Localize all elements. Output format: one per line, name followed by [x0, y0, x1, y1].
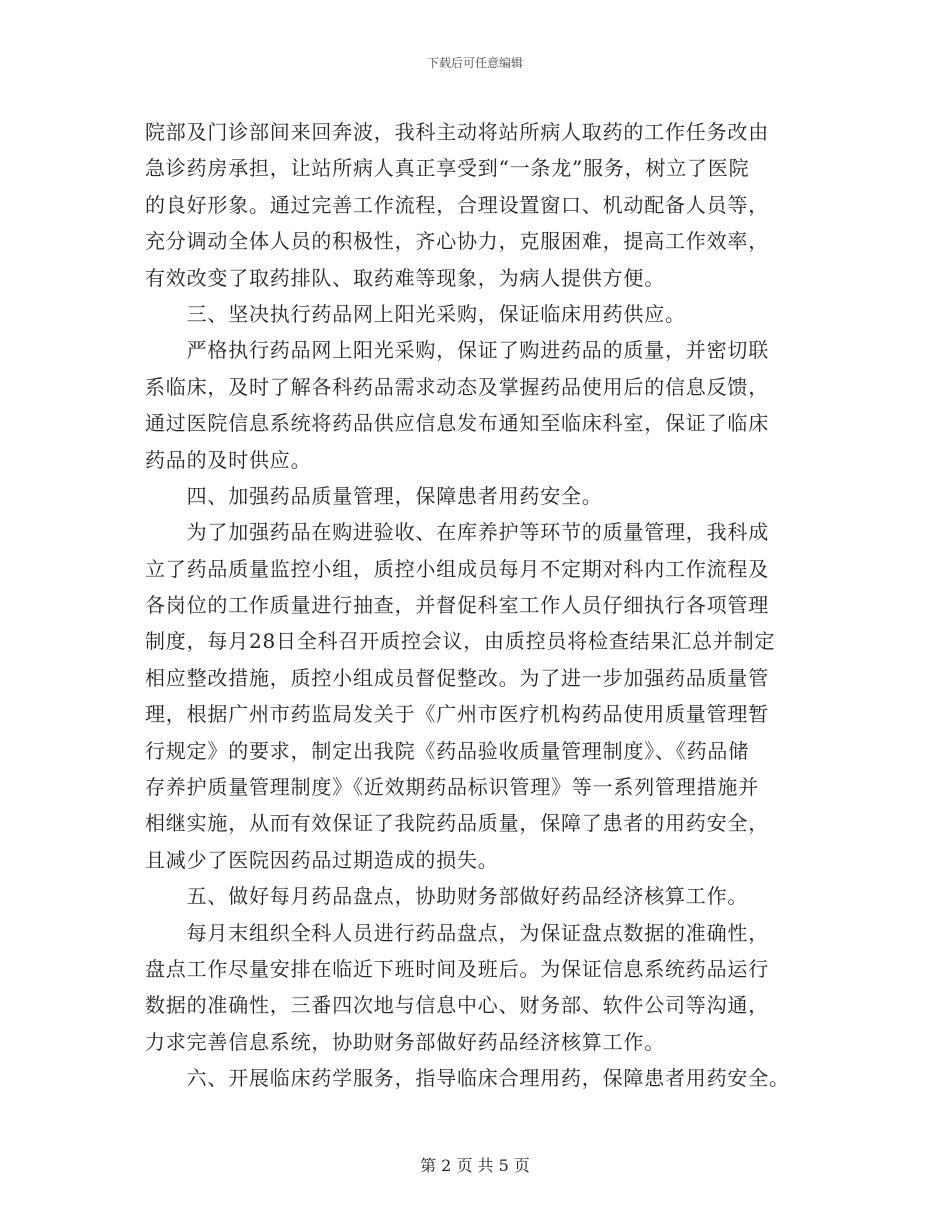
text-line: 通过医院信息系统将药品供应信息发布通知至临床科室，保证了临床 — [145, 411, 769, 436]
section-heading-4: 四、加强药品质量管理，保障患者用药安全。 — [145, 483, 603, 508]
page-header: 下载后可任意编辑 — [426, 56, 523, 70]
text-line: 存养护质量管理制度》《近效期药品标识管理》等一系列管理措施并 — [145, 775, 759, 800]
page-footer: 第 2 页 共 5 页 — [420, 1156, 530, 1175]
text-line: 急诊药房承担，让站所病人真正享受到“一条龙”服务，树立了医院 — [145, 156, 750, 181]
text-line: 的良好形象。通过完善工作流程，合理设置窗口、机动配备人员等， — [145, 192, 769, 217]
text-line: 药品的及时供应。 — [145, 447, 312, 472]
text-line: 有效改变了取药排队、取药难等现象，为病人提供方便。 — [145, 265, 665, 290]
text-line: 立了药品质量监控小组，质控小组成员每月不定期对科内工作流程及 — [145, 556, 769, 581]
text-line: 制度，每月28日全科召开质控会议，由质控员将检查结果汇总并制定 — [145, 629, 776, 654]
text-line: 且减少了医院因药品过期造成的损失。 — [145, 847, 499, 872]
text-line: 充分调动全体人员的积极性，齐心协力，克服困难，提高工作效率， — [145, 229, 769, 254]
text-line: 行规定》的要求，制定出我院《药品验收质量管理制度》、《药品储 — [145, 738, 749, 763]
text-line: 数据的准确性，三番四次地与信息中心、财务部、软件公司等沟通， — [145, 993, 769, 1018]
text-line: 严格执行药品网上阳光采购，保证了购进药品的质量，并密切联 — [145, 338, 769, 363]
text-line: 各岗位的工作质量进行抽查，并督促科室工作人员仔细执行各项管理 — [145, 593, 769, 618]
text-line: 相继实施，从而有效保证了我院药品质量，保障了患者的用药安全， — [145, 811, 769, 836]
text-line: 每月末组织全科人员进行药品盘点，为保证盘点数据的准确性， — [145, 920, 769, 945]
section-heading-6: 六、开展临床药学服务，指导临床合理用药，保障患者用药安全。 — [145, 1066, 790, 1091]
text-line: 院部及门诊部间来回奔波，我科主动将站所病人取药的工作任务改由 — [145, 120, 769, 144]
text-line: 系临床，及时了解各科药品需求动态及掌握药品使用后的信息反馈， — [145, 374, 769, 399]
text-line: 为了加强药品在购进验收、在库养护等环节的质量管理，我科成 — [145, 520, 769, 545]
section-heading-3: 三、坚决执行药品网上阳光采购，保证临床用药供应。 — [145, 301, 686, 326]
section-heading-5: 五、做好每月药品盘点，协助财务部做好药品经济核算工作。 — [145, 884, 749, 909]
text-line: 力求完善信息系统，协助财务部做好药品经济核算工作。 — [145, 1029, 665, 1054]
document-body — [145, 114, 810, 1097]
text-line: 盘点工作尽量安排在临近下班时间及班后。为保证信息系统药品运行 — [145, 956, 769, 981]
text-line: 理，根据广州市药监局发关于《广州市医疗机构药品使用质量管理暂 — [145, 702, 769, 727]
text-line: 相应整改措施，质控小组成员督促整改。为了进一步加强药品质量管 — [145, 665, 769, 690]
